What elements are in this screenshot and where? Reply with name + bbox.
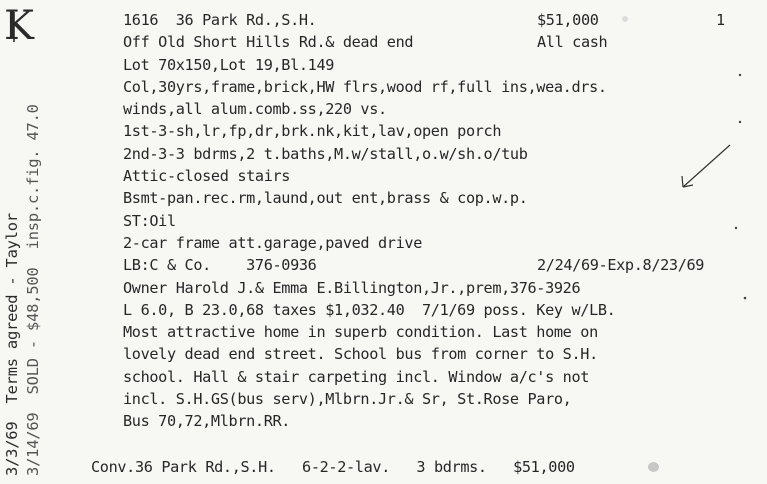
- ink-smudge: [622, 16, 628, 22]
- detail-line-16: lovely dead end street. School bus from corner to S.H.: [123, 345, 598, 364]
- page-number: 1: [716, 11, 725, 29]
- detail-line-14: L 6.0, B 23.0,68 taxes $1,032.40 7/1/69 poss. Key w/LB.: [123, 300, 616, 319]
- detail-line-6: 1st-3-sh,lr,fp,dr,brk.nk,kit,lav,open porch: [123, 122, 502, 141]
- detail-line-15: Most attractive home in superb condition. Last home on: [123, 323, 598, 342]
- detail-line-1: 1616 36 Park Rd.,S.H.: [123, 11, 317, 29]
- detail-line-12: LB:C & Co. 376-0936: [123, 256, 317, 275]
- listing-dates: 2/24/69-Exp.8/23/69: [537, 256, 705, 274]
- detail-line-9: Bsmt-pan.rec.rm,laund,out ent,brass & cop.w.p.: [123, 189, 528, 208]
- detail-line-19: Bus 70,72,Mlbrn.RR.: [123, 412, 291, 431]
- detail-line-2: Off Old Short Hills Rd.& dead end: [123, 33, 414, 52]
- detail-line-8: Attic-closed stairs: [123, 167, 291, 186]
- detail-line-3: Lot 70x150,Lot 19,Bl.149: [123, 55, 335, 74]
- detail-line-17: school. Hall & stair carpeting incl. Window a/c's not: [123, 367, 590, 386]
- terms-agreed-note: 3/3/69 Terms agreed - Taylor: [3, 213, 21, 476]
- detail-line-4: Col,30yrs,frame,brick,HW flrs,wood rf,full ins,wea.drs.: [123, 77, 607, 96]
- detail-line-10: ST:Oil: [123, 211, 176, 230]
- detail-line-11: 2-car frame att.garage,paved drive: [123, 233, 422, 252]
- price: $51,000: [537, 11, 599, 29]
- ink-smudge: [648, 462, 659, 472]
- detail-line-7: 2nd-3-3 bdrms,2 t.baths,M.w/stall,o.w/sh.o/tub: [123, 144, 528, 163]
- terms: All cash: [537, 33, 608, 51]
- detail-line-5: winds,all alum.comb.ss,220 vs.: [123, 100, 387, 119]
- sold-note: 3/14/69 SOLD - $48,500 insp.c.fig. 47.0: [24, 104, 42, 476]
- detail-line-18: incl. S.H.GS(bus serv),Mlbrn.Jr.& Sr, St.Rose Paro,: [123, 390, 572, 409]
- listing-details: [123, 9, 615, 433]
- detail-line-13: Owner Harold J.& Emma E.Billington,Jr.,prem,376-3926: [123, 278, 581, 297]
- summary-line: Conv.36 Park Rd.,S.H. 6-2-2-lav. 3 bdrms. $51,000: [91, 458, 575, 476]
- file-letter-mark: K: [4, 3, 34, 49]
